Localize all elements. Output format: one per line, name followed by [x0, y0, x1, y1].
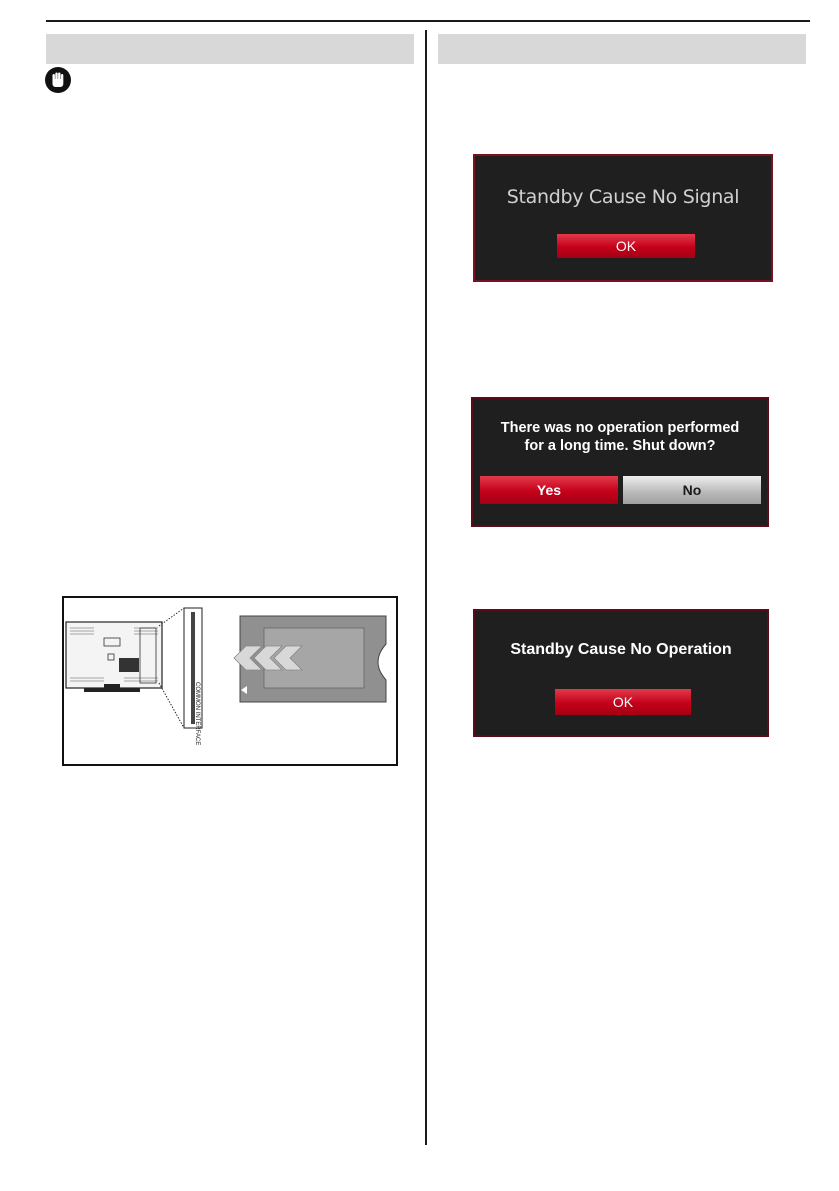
standby-no-operation-dialog — [473, 609, 769, 737]
dialog-message: Standby Cause No Operation — [510, 641, 732, 658]
stop-hand-icon — [44, 66, 72, 94]
top-rule — [46, 20, 810, 22]
figure-drawing — [64, 598, 396, 764]
tv-rear-drawing — [66, 622, 162, 692]
slot-label: COMMON INTERFACE — [194, 682, 200, 746]
dialog-message — [473, 419, 767, 455]
yes-button[interactable]: Yes — [480, 476, 618, 504]
column-divider — [425, 30, 427, 1145]
dialog-message-line-2: for a long time. Shut down? — [524, 438, 716, 454]
dialog-message: Standby Cause No Signal — [506, 186, 740, 208]
standby-no-signal-dialog — [473, 154, 773, 282]
ci-module-insertion-figure — [62, 596, 398, 766]
dialog-message-line-1: There was no operation performed — [500, 420, 740, 436]
ok-button[interactable]: OK — [555, 689, 691, 715]
no-button[interactable]: No — [623, 476, 761, 504]
no-operation-shutdown-dialog — [471, 397, 769, 527]
right-section-header-bar — [438, 34, 806, 64]
ok-button[interactable]: OK — [557, 234, 695, 258]
left-section-header-bar — [46, 34, 414, 64]
